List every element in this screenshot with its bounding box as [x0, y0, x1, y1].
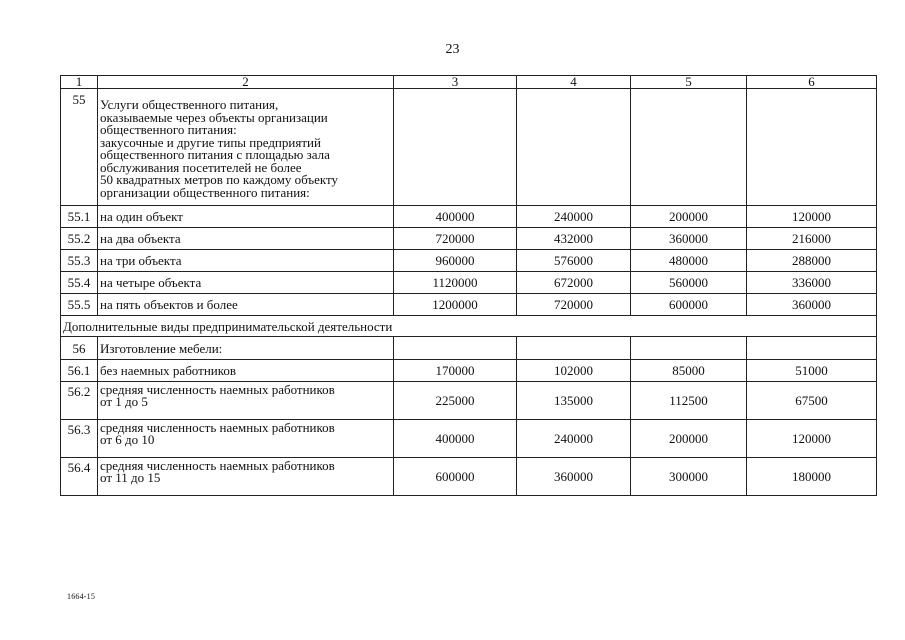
description-line: оказываемые через объекты организации — [100, 109, 328, 125]
table-row — [61, 206, 877, 228]
value-col4: 240000 — [517, 420, 631, 458]
description-line: Услуги общественного питания, — [100, 97, 279, 112]
row-description: без наемных работников — [98, 360, 394, 382]
row-description — [98, 382, 394, 420]
description-line: организации общественного питания: — [100, 184, 310, 200]
description-line: от 1 до 5 — [100, 394, 148, 409]
row-description: на пять объектов и более — [98, 294, 394, 316]
value-col3: 170000 — [394, 360, 517, 382]
empty-cell — [394, 337, 517, 360]
row-description: на один объект — [98, 206, 394, 228]
value-col5: 200000 — [631, 420, 747, 458]
column-header-4: 4 — [517, 76, 631, 89]
row-description — [98, 89, 394, 206]
description-line: от 6 до 10 — [100, 432, 155, 447]
row-number: 56 — [61, 337, 98, 360]
value-col6: 216000 — [747, 228, 877, 250]
column-header-3: 3 — [394, 76, 517, 89]
value-col4: 720000 — [517, 294, 631, 316]
description-line: средняя численность наемных работников — [100, 458, 335, 473]
row-number: 55.5 — [61, 294, 98, 316]
row-description: на три объекта — [98, 250, 394, 272]
document-code: 1664-15 — [67, 592, 96, 601]
value-col6: 67500 — [747, 382, 877, 420]
value-col4: 102000 — [517, 360, 631, 382]
table-row — [61, 294, 877, 316]
column-header-1: 1 — [61, 76, 98, 89]
column-header-5: 5 — [631, 76, 747, 89]
value-col6: 180000 — [747, 458, 877, 496]
value-col3: 1200000 — [394, 294, 517, 316]
empty-cell — [747, 89, 877, 206]
row-number: 56.3 — [61, 420, 98, 458]
value-col3: 1120000 — [394, 272, 517, 294]
value-col6: 120000 — [747, 420, 877, 458]
value-col3: 720000 — [394, 228, 517, 250]
table-row — [61, 382, 877, 420]
empty-cell — [747, 337, 877, 360]
table-row — [61, 420, 877, 458]
value-col5: 560000 — [631, 272, 747, 294]
row-number: 56.4 — [61, 458, 98, 496]
empty-cell — [517, 337, 631, 360]
value-col3: 400000 — [394, 420, 517, 458]
row-number: 55.3 — [61, 250, 98, 272]
value-col4: 672000 — [517, 272, 631, 294]
column-header-2: 2 — [98, 76, 394, 89]
table-row — [61, 360, 877, 382]
column-number-header-row — [61, 76, 877, 89]
row-number: 55.4 — [61, 272, 98, 294]
value-col5: 112500 — [631, 382, 747, 420]
section-title: Дополнительные виды предпринимательской деятельности — [61, 316, 877, 337]
row-number: 55 — [61, 89, 98, 206]
value-col3: 225000 — [394, 382, 517, 420]
value-col5: 600000 — [631, 294, 747, 316]
description-line: общественного питания с площадью зала — [100, 147, 330, 162]
table-row — [61, 250, 877, 272]
value-col5: 200000 — [631, 206, 747, 228]
value-col4: 576000 — [517, 250, 631, 272]
empty-cell — [631, 89, 747, 206]
description-line: 50 квадратных метров по каждому объекту — [100, 172, 339, 187]
section-title-row — [61, 316, 877, 337]
row-description: на четыре объекта — [98, 272, 394, 294]
row-description: Изготовление мебели: — [98, 337, 394, 360]
value-col6: 336000 — [747, 272, 877, 294]
column-header-6: 6 — [747, 76, 877, 89]
value-col5: 480000 — [631, 250, 747, 272]
value-col4: 240000 — [517, 206, 631, 228]
row-description — [98, 458, 394, 496]
empty-cell — [394, 89, 517, 206]
description-line: средняя численность наемных работников — [100, 420, 335, 435]
value-col5: 300000 — [631, 458, 747, 496]
table-row — [61, 272, 877, 294]
row-number: 56.2 — [61, 382, 98, 420]
value-col3: 960000 — [394, 250, 517, 272]
table-row — [61, 228, 877, 250]
value-col6: 120000 — [747, 206, 877, 228]
row-description — [98, 420, 394, 458]
value-col5: 85000 — [631, 360, 747, 382]
value-col4: 360000 — [517, 458, 631, 496]
value-col3: 600000 — [394, 458, 517, 496]
value-col5: 360000 — [631, 228, 747, 250]
value-col6: 360000 — [747, 294, 877, 316]
value-col6: 51000 — [747, 360, 877, 382]
description-line: обслуживания посетителей не более — [100, 159, 302, 175]
description-line: закусочные и другие типы предприятий — [100, 134, 321, 150]
description-line: общественного питания: — [100, 122, 237, 137]
row-number: 55.1 — [61, 206, 98, 228]
value-col3: 400000 — [394, 206, 517, 228]
value-col4: 432000 — [517, 228, 631, 250]
description-line: от 11 до 15 — [100, 470, 161, 485]
value-col6: 288000 — [747, 250, 877, 272]
empty-cell — [517, 89, 631, 206]
table-row — [61, 458, 877, 496]
empty-cell — [631, 337, 747, 360]
tariff-table — [60, 75, 877, 496]
table-row-55 — [61, 89, 877, 206]
description-line: средняя численность наемных работников — [100, 382, 335, 397]
row-number: 56.1 — [61, 360, 98, 382]
table-row-56 — [61, 337, 877, 360]
page-number: 23 — [445, 42, 460, 57]
value-col4: 135000 — [517, 382, 631, 420]
row-number: 55.2 — [61, 228, 98, 250]
row-description: на два объекта — [98, 228, 394, 250]
